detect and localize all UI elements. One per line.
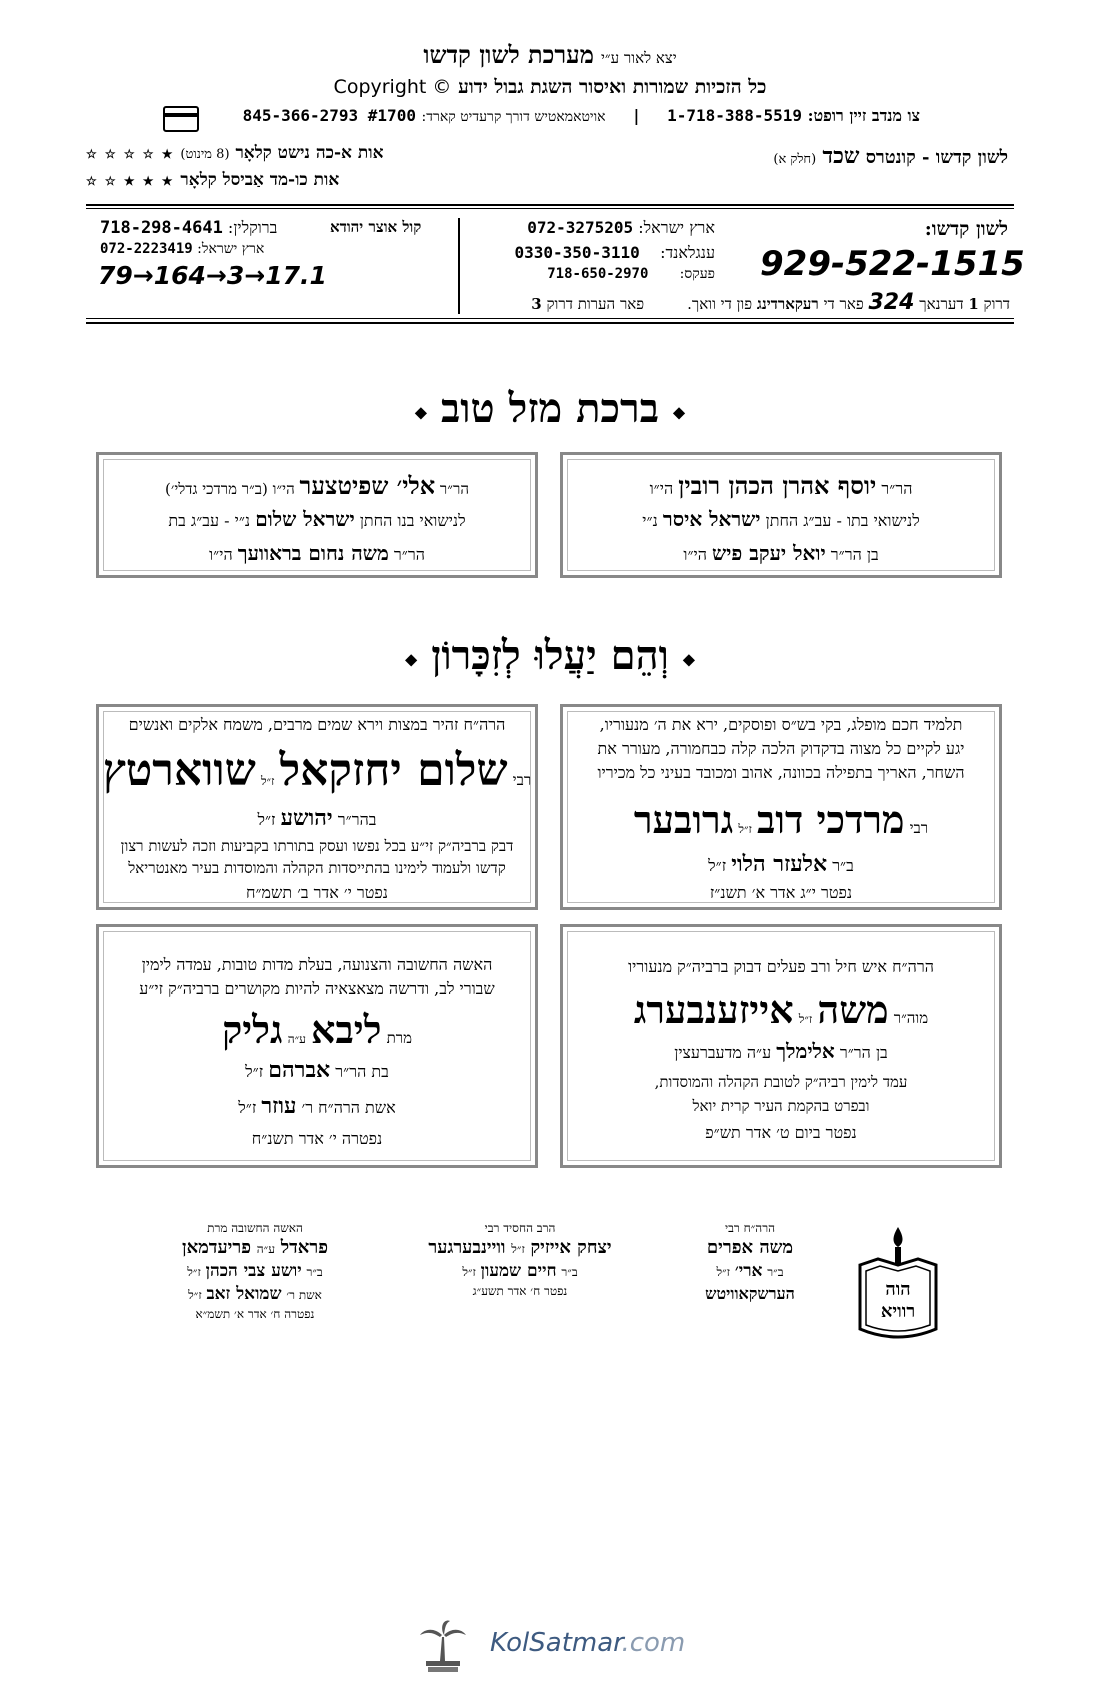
footer-brand-name: KolSatmar: [490, 1628, 622, 1658]
memorial-box-grubber: [560, 704, 1002, 910]
auto-label: אויטאמאטיש דורך קרעדיט קארד:: [421, 109, 606, 125]
print-notes: פאר הערות דרוק: [546, 295, 645, 313]
lk-label: לשון קדשו:: [924, 218, 1008, 240]
glick-date: נפטרה י׳ אדר תשנ״ח: [251, 1129, 383, 1148]
strip-memorial-weinberger: הרב החסיד רבי יצחק אייזיק ז״ל וויינבערגער ב״ר חיים שמעון ז״ל נפטר ח׳ אדר תשע״ג: [390, 1220, 650, 1300]
hershkovitz-title: הרה״ח רבי: [725, 1221, 775, 1235]
lk-fax-label: פעקס:: [679, 266, 715, 282]
schwartz-desc-1: הרה״ח זהיר במצות וירא שמים מרבים, משמח אלקים ואנשים: [128, 715, 506, 734]
palm-tree-book-icon: [418, 1617, 468, 1677]
schwartz-date: נפטר י׳ אדר ב׳ תשמ״ח: [245, 883, 389, 902]
clarity-line-2: [86, 170, 339, 190]
ko-israel-line: [100, 241, 264, 258]
bullet-icon: ◆: [404, 649, 418, 669]
friedman-title: האשה החשובה מרת: [207, 1221, 303, 1235]
clarity-1-text: אות א-כה נישט קלאָר: [235, 143, 384, 163]
friedman-date: נפטרה ח׳ אדר א׳ תשמ״א: [195, 1307, 315, 1322]
grubber-date: נפטר י״ג אדר א׳ תשנ״ז: [709, 883, 853, 902]
schwartz-desc-3: קדשו ולעמוד לימינו בהתייסדות הקהלה והמוסדות בעיר מאנטריאל: [128, 859, 506, 877]
rights-text: כל הזכיות שמורות ואיסור השגת גבול ידוע: [458, 76, 767, 98]
schwartz-father: בהר״ר יהושע ז״ל: [257, 805, 377, 831]
separator: |: [633, 106, 640, 125]
ko-brooklyn-label: ברוקלין:: [227, 218, 278, 237]
publisher-line: [0, 40, 1100, 70]
clarity-1-stars: ★ ☆ ☆ ☆ ☆: [86, 147, 175, 161]
print-notes-num[interactable]: 3: [531, 295, 542, 313]
lk-fax-phone[interactable]: 718-650-2970: [547, 266, 649, 282]
emblem-text-top: הוה: [885, 1279, 911, 1300]
eisenberg-desc-3: ובפרט בהקמת העיר קרית יואל: [692, 1097, 870, 1115]
mazel-tov-title: ברכת מזל טוב: [441, 385, 659, 432]
glick-father: בת הר״ר אברהם ז״ל: [245, 1057, 389, 1083]
divider: [86, 208, 1014, 209]
print-from: פון די וואך.: [687, 295, 753, 313]
lk-fax-line: [520, 266, 715, 283]
series-title-text: לשון קדשו - קונטרס: [865, 147, 1008, 168]
hershkovitz-surname: הערשקאוויטש: [705, 1284, 795, 1304]
lk-england-phone[interactable]: 0330-350-3110: [514, 243, 640, 262]
clarity-2-stars: ★ ★ ★ ☆ ☆: [86, 174, 175, 188]
glick-desc-2: שבורי לב, ודרשה מצאצאיה להיות מקושרים ברביה״ק זי״ע: [139, 979, 495, 998]
auto-phone[interactable]: 845-366-2793 #1700: [242, 106, 416, 125]
donation-line: [150, 106, 920, 126]
grubber-name: רבי מרדכי דוב ז״ל גרובער: [633, 797, 929, 842]
lk-israel-line: [505, 218, 715, 238]
glick-desc-1: האשה החשובה והצנועה, בעלת מדות טובות, עמדה לימין: [141, 955, 493, 974]
memorial-box-glick: [96, 924, 538, 1168]
footer-brand[interactable]: [490, 1628, 685, 1658]
mt-right-line-1: הר״ר יוסף אהרן הכהן רובין הי״ו: [649, 471, 913, 500]
print-1-num[interactable]: 1: [968, 295, 979, 313]
candle-crown-emblem-icon: [848, 1225, 948, 1345]
clarity-line-1: [86, 143, 384, 163]
clarity-1-minutes: (8 מינוט): [180, 147, 230, 162]
divider: [86, 204, 1014, 206]
mazel-tov-box-left: [96, 452, 538, 578]
ko-brooklyn-line: [100, 218, 277, 238]
ko-menu-code[interactable]: 79→164→3→17.1: [98, 261, 327, 290]
print-1-text: דרוק: [983, 295, 1010, 313]
print-number[interactable]: 324: [868, 290, 915, 315]
publisher-name: מערכת לשון קדשו: [423, 40, 594, 69]
mt-left-line-2: לנישואי בנו החתן ישראל שלום נ״י - עב״ג בת: [168, 507, 466, 531]
divider: [86, 322, 1014, 324]
ko-israel-label: ארץ ישראל:: [197, 241, 265, 257]
grubber-desc-1: תלמיד חכם מופלג, בקי בש״ס ופוסקים, ירא את ה׳ מנעוריו,: [599, 715, 963, 734]
credit-card-icon: [163, 106, 199, 132]
mt-left-line-1: הר״ר אלי׳ שפיטצער הי״ו (ב״ר מרדכי גדלי׳): [165, 471, 469, 500]
series-title: [773, 143, 1008, 169]
eisenberg-date: נפטר ביום ט׳ אדר תש״פ: [705, 1123, 857, 1142]
lk-england-line: [490, 243, 715, 263]
ko-brooklyn-phone[interactable]: 718-298-4641: [100, 218, 223, 238]
strip-memorial-hershkovitz: הרה״ח רבי משה אפרים ב״ר ארי׳ ז״ל הערשקאוויטש: [660, 1220, 840, 1305]
emblem-text-bottom: רוויא: [880, 1301, 916, 1322]
print-1-then: דערנאך: [919, 295, 964, 313]
mt-left-line-3: הר״ר משה נחום בראוועך הי״ו: [209, 541, 425, 565]
eisenberg-father: בן הר״ר אלימלך ע״ה מדעברעצין: [674, 1039, 888, 1063]
publisher-prefix: יצא לאור ע״י: [600, 49, 677, 67]
eisenberg-name: מוה״ר משה ז״ל אייזענבערג: [633, 987, 929, 1032]
memorial-title: וְהֵם יַעֲלוּ לְזִכָּרוֹן: [431, 632, 669, 679]
bullet-icon: ◆: [682, 649, 696, 669]
grubber-father: ב״ר אלעזר הלוי ז״ל: [708, 851, 854, 877]
bullet-icon: ◆: [672, 402, 686, 422]
print-recording: רעקארדינג: [756, 295, 819, 313]
mt-right-line-3: בן הר״ר יואל יעקב פיש הי״ו: [683, 541, 879, 565]
glick-husband: אשת הרה״ח ר׳ עוזר ז״ל: [238, 1093, 396, 1119]
clarity-2-text: אות כו-מד אַביסל קלאָר: [180, 170, 340, 190]
schwartz-name: רבי שלום יחזקאל ז״ל שווארטץ: [102, 745, 532, 796]
schwartz-desc-2: דבק ברביה״ק זי״ע בכל נפשו ועסק בתורתו בקביעות וזכה לעשות רצון: [120, 837, 514, 855]
mt-right-line-2: לנישואי בתו - עב״ג החתן ישראל איסר נ״י: [642, 507, 920, 531]
footer-brand-domain: .com: [621, 1628, 686, 1658]
series-part: (חלק א): [773, 152, 817, 167]
donor-label: צו מנדב זיין רופט:: [807, 106, 920, 125]
memorial-box-eisenberg: [560, 924, 1002, 1168]
kol-otzar-label: קול אוצר יהודא: [330, 218, 422, 236]
divider: [86, 318, 1014, 319]
divider: [458, 218, 460, 314]
mazel-tov-heading: [0, 385, 1100, 432]
memorial-heading: [0, 632, 1100, 679]
grubber-desc-2: יגע לקיים כל מצוה בדקדוק הלכה קלה כבחמורה, מעורר את: [597, 739, 965, 758]
series-number: שכד: [822, 143, 860, 169]
glick-name: מרת ליבא ע״ה גליק: [221, 1007, 413, 1052]
grubber-desc-3: השחר, האריך בתפילה בכוונה, אהוב ומכובד בעיני כל מכיריו: [597, 763, 965, 782]
strip-memorial-friedman: האשה החשובה מרת פראדל ע״ה פריעדמאן ב״ר יושע צבי הכהן ז״ל אשת ר׳ שמואל זאב ז״ל נפטרה ח׳ אדר א׳ תשמ״א: [130, 1220, 380, 1323]
bullet-icon: ◆: [414, 402, 428, 422]
ko-israel-phone[interactable]: 072-2223419: [100, 241, 193, 257]
mazel-tov-box-right: [560, 452, 1002, 578]
memorial-box-schwartz: [96, 704, 538, 910]
lk-england-label: ענגלאנד:: [660, 243, 715, 262]
eisenberg-desc-2: עמד לימין רביה״ק לטובת הקהלה והמוסדות,: [654, 1073, 908, 1091]
eisenberg-desc-1: הרה״ח איש חיל ורב פעלים דבוק ברביה״ק מנעוריו: [628, 957, 934, 976]
lk-israel-label: ארץ ישראל:: [638, 218, 715, 237]
hershkovitz-name: משה אפרים: [706, 1237, 794, 1259]
donor-phone[interactable]: 1-718-388-5519: [667, 106, 802, 125]
weinberger-date: נפטר ח׳ אדר תשע״ג: [472, 1284, 568, 1299]
print-for: פאר די: [823, 295, 864, 313]
lk-israel-phone[interactable]: 072-3275205: [527, 218, 634, 237]
print-instructions: [470, 290, 1010, 315]
weinberger-title: הרב החסיד רבי: [484, 1221, 556, 1235]
copyright-text: Copyright ©: [333, 76, 452, 98]
lk-main-phone[interactable]: 929-522-1515: [760, 244, 1025, 284]
rights-line: [0, 76, 1100, 99]
